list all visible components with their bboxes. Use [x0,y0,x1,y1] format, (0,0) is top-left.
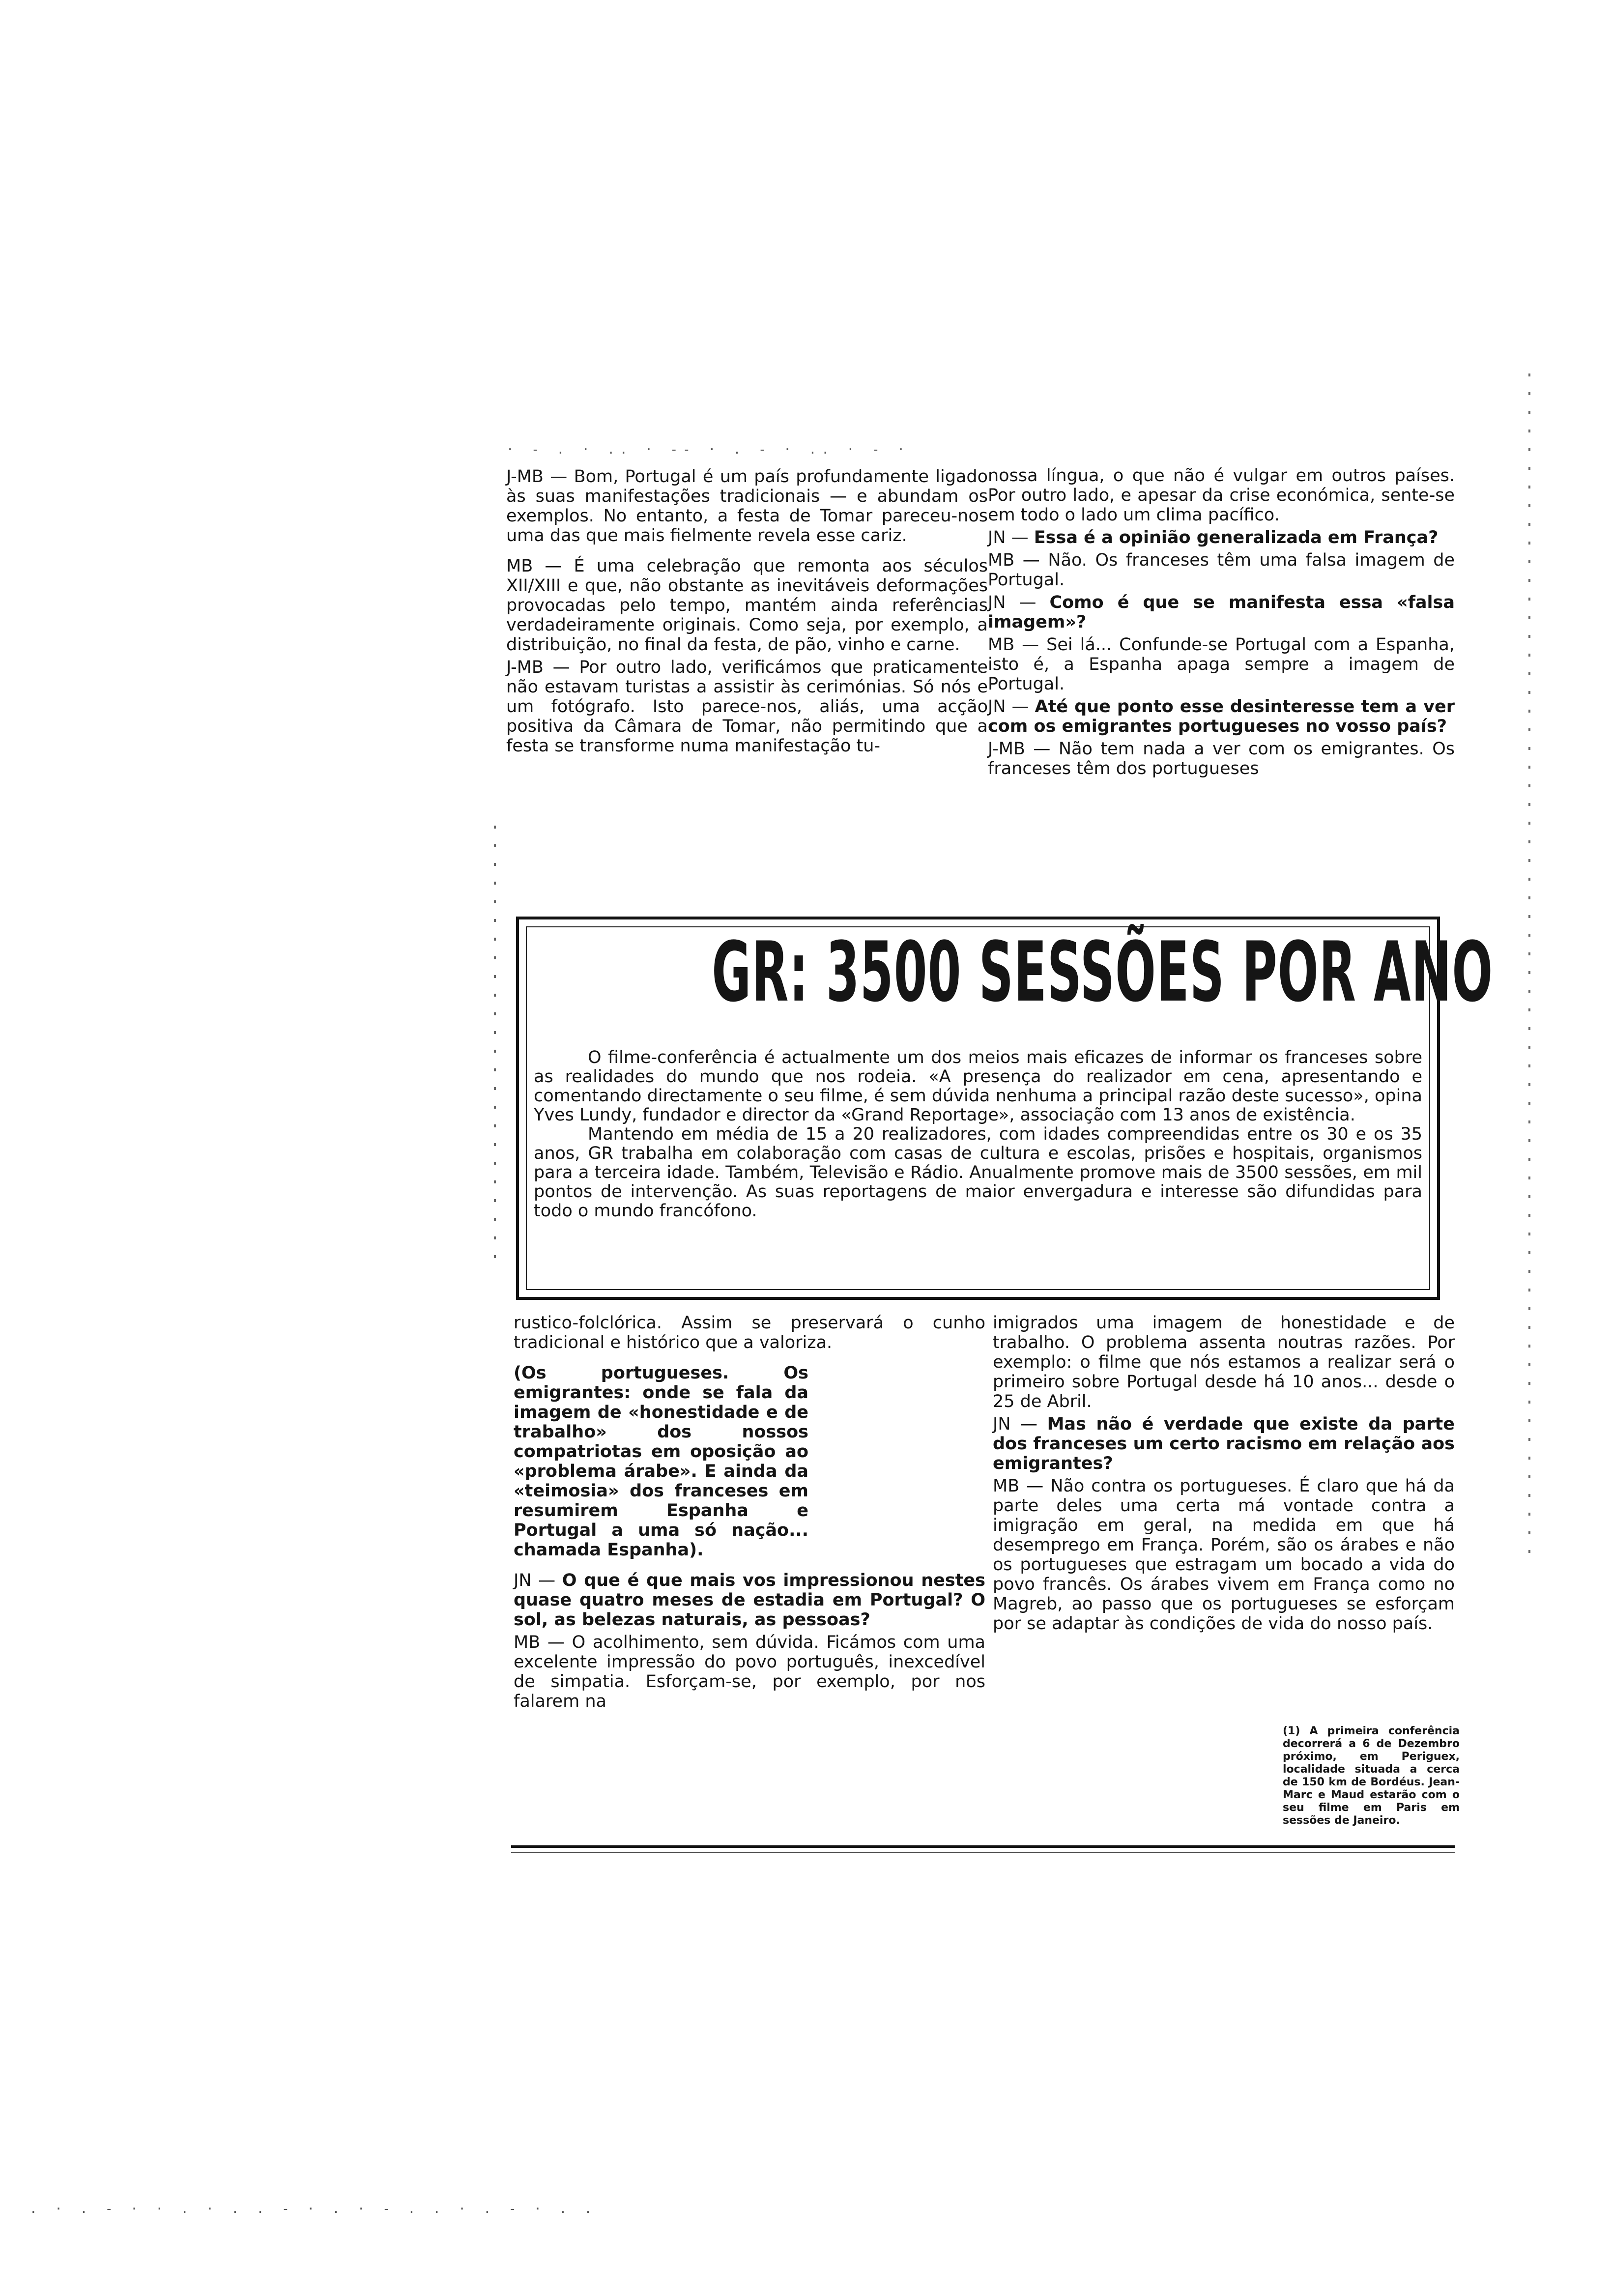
paragraph: rustico-folclórica. Assim se preservará o cunho tradicional e histórico que a valoriza. [514,1313,985,1352]
scan-noise-top: · ‐ . · .. · ‐‐ · . ‐ · .. · ‐ · [506,442,910,457]
paragraph: MB — Não. Os franceses têm uma falsa imagem de Portugal. [988,550,1455,590]
paragraph: nossa língua, o que não é vulgar em outros países. Por outro lado, e apesar da crise económica, sente-se em todo o lado um clima pacífico. [988,466,1455,525]
bottom-rule-thin [511,1852,1455,1853]
paragraph: J-MB — Bom, Portugal é um país profundamente ligado às suas manifestações tradicionais — e abundam os exemplos. No entanto, a festa de Tomar pareceu-nos uma das que mais fielmente revela esse cariz. [506,467,988,545]
question: JN — O que é que mais vos impressionou nestes quase quatro meses de estadia em Portugal? O sol, as belezas naturais, as pessoas? [514,1571,985,1630]
question: JN — Como é que se manifesta essa «falsa imagem»? [988,593,1455,632]
paragraph: MB — É uma celebração que remonta aos séculos XII/XIII e que, não obstante as inevitáveis deformações provocadas pelo tempo, mantém ainda referências verdadeiramente originais. Como seja, por exemplo, a distribuição, no final da festa, de pão, vinho e carne. [506,556,988,655]
paragraph: J-MB — Não tem nada a ver com os emigrantes. Os franceses têm dos portugueses [988,739,1455,778]
paragraph: MB — Não contra os portugueses. É claro que há da parte deles uma certa má vontade contra a imigração em geral, na medida em que há desemprego em França. Porém, são os árabes e não os portugueses que estragam um bocado a vida do povo francês. Os árabes vivem em França como no Magreb, ao passo que os portugueses se esforçam por se adaptar às condições de vida do nosso país. [993,1476,1455,1634]
question: JN — Essa é a opinião generalizada em França? [988,528,1439,547]
paragraph: imigrados uma imagem de honestidade e de trabalho. O problema assenta noutras razões. Por exemplo: o filme que nós estamos a realizar será o primeiro sobre Portugal desde há 10 anos... desde o 25 de Abril. [993,1313,1455,1411]
scan-noise-bottom: . · . ‐ · · . · . . ‐ · . · ‐ . . · . ‐ · . . [29,2202,597,2216]
article-column-top-left [506,467,988,759]
box-paragraph: Mantendo em média de 15 a 20 realizadores, com idades compreendidas entre os 30 e os 35 anos, GR trabalha em colaboração com casas de cultura e escolas, prisões e hospitais, organismos para a terceira idade. Também, Televisão e Rádio. Anualmente promove mais de 3500 sessões, em mil pontos de intervenção. As suas reportagens de maior envergadura e interesse são difundidas para todo o mundo francófono. [534,1124,1422,1221]
paragraph: J-MB — Por outro lado, verificámos que praticamente não estavam turistas a assistir às cerimónias. Só nós e um fotógrafo. Isto parece-nos, aliás, uma acção positiva da Câmara de Tomar, não permitindo que a festa se transforme numa manifestação tu- [506,658,988,756]
box-paragraph: O filme-conferência é actualmente um dos meios mais eficazes de informar os franceses sobre as realidades do mundo que nos rodeia. «A presença do realizador em cena, apresentando e comentando directamente o seu filme, é sem dúvida nenhuma a principal razão deste sucesso», opina Yves Lundy, fundador e director da «Grand Reportage», associação com 13 anos de existência. [534,1048,1422,1125]
article-column-bottom-left [514,1313,985,1714]
footnote: (1) A primeira conferência decorrerá a 6 de Dezembro próximo, em Periguex, localidade situada a cerca de 150 km de Bordéus. Jean-Marc e Maud estarão com o seu filme em Paris em sessões de Janeiro. [1283,1725,1460,1827]
sidebar-box [516,917,1494,1300]
intertitle: (Os portugueses. Os emigrantes: onde se fala da imagem de «honestidade e de trabalho» dos nossos compatriotas em oposição ao «problema árabe». E ainda da «teimosia» dos franceses em resumirem Espanha e Portugal a uma só nação... chamada Espanha). [514,1363,808,1560]
question: JN — Mas não é verdade que existe da parte dos franceses um certo racismo em relação aos emigrantes? [993,1414,1455,1473]
scan-noise-left-edge [494,826,496,1268]
article-column-top-right [988,466,1455,781]
question: JN — Até que ponto esse desinteresse tem a ver com os emigrantes portugueses no vosso país? [988,697,1455,736]
paragraph: MB — Sei lá... Confunde-se Portugal com a Espanha, isto é, a Espanha apaga sempre a imagem de Portugal. [988,635,1455,694]
bottom-rule [511,1845,1455,1848]
scan-noise-right-edge [1528,373,1530,1553]
box-headline: GR: 3500 SESSÕES POR ANO [712,924,1494,1020]
box-body [534,1048,1422,1221]
paragraph: MB — O acolhimento, sem dúvida. Ficámos com uma excelente impressão do povo português, inexcedível de simpatia. Esforçam-se, por exemplo, por nos falarem na [514,1633,985,1711]
article-column-bottom-right [993,1313,1455,1636]
